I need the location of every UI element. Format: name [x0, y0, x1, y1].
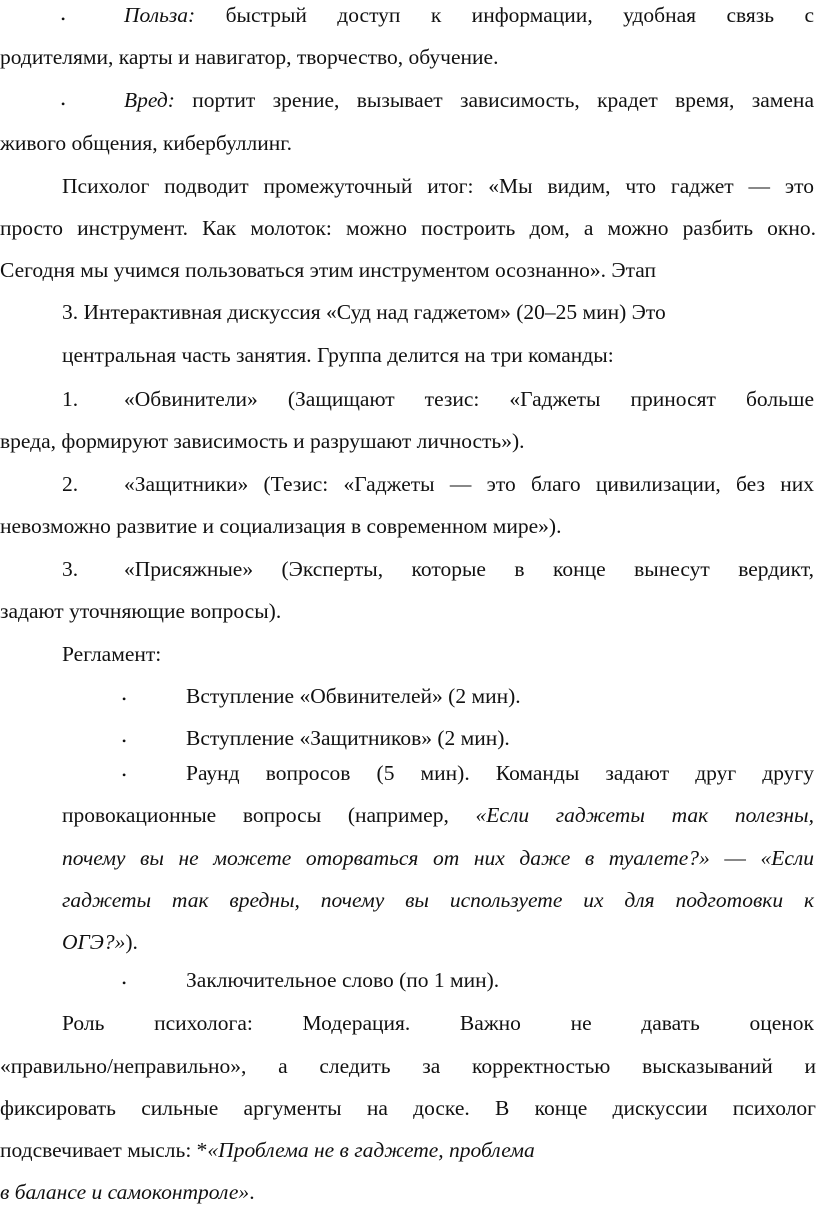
reglament-item: Вступление «Защитников» (2 мин). — [186, 726, 510, 750]
summary-line-4: 3. Интерактивная дискуссия «Суд над гаджетом» (20–25 мин) Это — [62, 300, 666, 324]
italic-text: почему вы не можете оторваться от них даже в туалете?» — [62, 846, 710, 870]
italic-text: «Если — [760, 846, 814, 870]
reglament-item: Вступление «Обвинителей» (2 мин). — [186, 684, 521, 708]
plain-text: подсвечивает мысль: * — [0, 1138, 208, 1162]
summary-line-3: Сегодня мы учимся пользоваться этим инструментом осознанно». Этап — [0, 258, 657, 282]
reglament-item: Раунд вопросов (5 мин). Команды задают друг другу — [186, 761, 814, 785]
plain-text: провокационные вопросы (например, — [62, 803, 449, 827]
summary-line-2: просто инструмент. Как молоток: можно построить дом, а можно разбить окно. — [0, 216, 816, 240]
bullet: • — [122, 976, 127, 990]
role-line-4 — [0, 1140, 535, 1162]
reglament-item-line — [62, 890, 814, 912]
italic-text: «Проблема не в гаджете, проблема — [207, 1138, 535, 1162]
summary-line-1: Психолог подводит промежуточный итог: «Мы видим, что гаджет — это — [62, 174, 814, 198]
benefit-text: быстрый доступ к информации, удобная связь с — [225, 3, 815, 27]
team-line: «Защитники» (Тезис: «Гаджеты — это благо цивилизации, без них — [124, 472, 814, 496]
plain-text: ). — [125, 930, 138, 954]
harm-label: Вред: — [124, 88, 175, 112]
team-number: 3. — [62, 557, 79, 581]
team-line: «Обвинители» (Защищают тезис: «Гаджеты приносят больше — [124, 387, 814, 411]
bullet: • — [122, 734, 127, 748]
harm-text: портит зрение, вызывает зависимость, крадет время, замена — [192, 88, 814, 112]
team-number: 2. — [62, 472, 79, 496]
team-number: 1. — [62, 387, 79, 411]
italic-text: гаджеты так вредны, почему вы используете их для подготовки к — [62, 888, 814, 912]
team-line-2: задают уточняющие вопросы). — [0, 599, 282, 623]
reglament-item-line — [62, 932, 138, 954]
em-dash: — — [724, 846, 746, 870]
role-line-5 — [0, 1182, 255, 1204]
italic-text: ОГЭ?» — [62, 930, 126, 954]
reglament-item-line — [62, 805, 814, 827]
benefit-line-2: родителями, карты и навигатор, творчество, обучение. — [0, 45, 499, 69]
role-line-3: фиксировать сильные аргументы на доске. В конце дискуссии психолог — [0, 1096, 816, 1120]
bullet: • — [122, 692, 127, 706]
role-line-2: «правильно/неправильно», а следить за корректностью высказываний и — [0, 1054, 816, 1078]
bullet: • — [61, 12, 66, 26]
reglament-item-line — [62, 848, 814, 870]
italic-text: «Если гаджеты так полезны, — [475, 803, 814, 827]
harm-line-2: живого общения, кибербуллинг. — [0, 131, 293, 155]
team-line: «Присяжные» (Эксперты, которые в конце вынесут вердикт, — [124, 557, 814, 581]
benefit-line — [124, 5, 814, 27]
reglament-item: Заключительное слово (по 1 мин). — [186, 968, 500, 992]
role-line-1: Роль психолога: Модерация. Важно не давать оценок — [62, 1011, 814, 1035]
team-line-2: невозможно развитие и социализация в современном мире»). — [0, 514, 562, 538]
reglament-heading: Регламент: — [62, 642, 162, 666]
bullet: • — [61, 97, 66, 111]
bullet: • — [122, 768, 127, 782]
italic-text: в балансе и самоконтроле» — [0, 1180, 250, 1204]
harm-line — [124, 90, 814, 112]
plain-text: . — [249, 1180, 255, 1204]
summary-line-5: центральная часть занятия. Группа делится на три команды: — [62, 343, 614, 367]
benefit-label: Польза: — [124, 3, 196, 27]
team-line-2: вреда, формируют зависимость и разрушают личность»). — [0, 429, 525, 453]
